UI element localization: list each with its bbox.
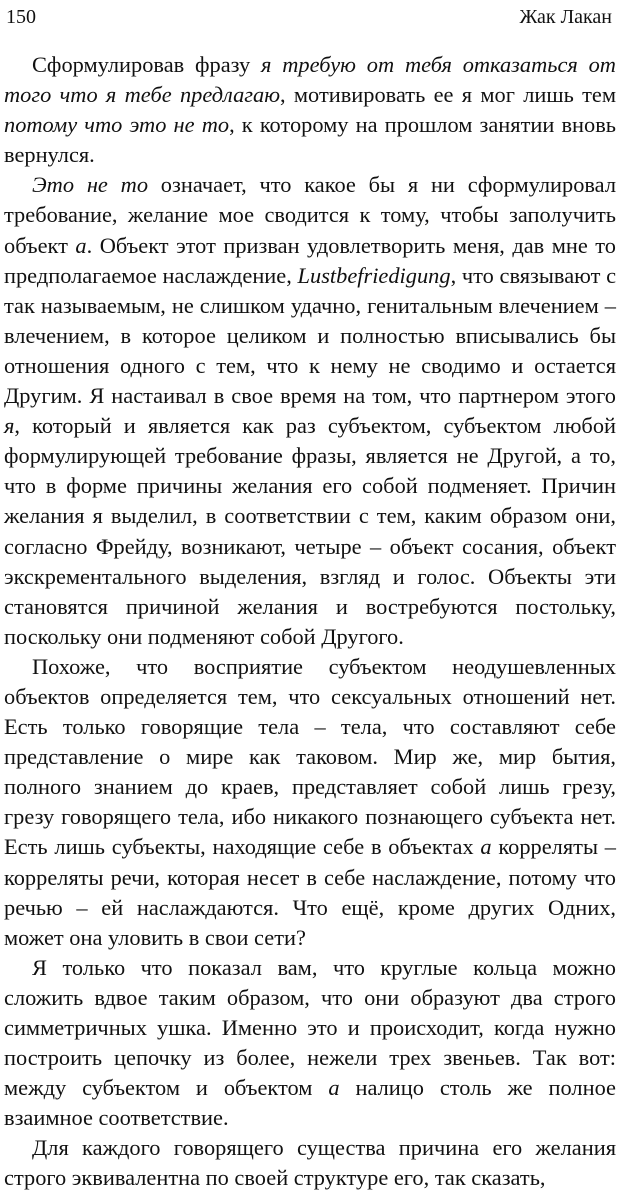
body-text	[4, 50, 616, 1194]
italic-text-run: а	[75, 232, 87, 258]
paragraph	[4, 652, 616, 953]
paragraph	[4, 50, 616, 170]
text-run: , мотивировать ее я мог лишь тем	[280, 82, 617, 108]
italic-text-run: я требую от тебя отказаться от того что я тебе предлагаю	[4, 52, 616, 108]
text-run: Похоже, что восприятие субъектом неодушевленных объектов определяется тем, что сексуальных отношений нет. Есть только говорящие тела – тела, что составляют себе представление о мире как таковом. Мир же, мир бытия, полного знанием до краев, представляет собой лишь грезу, грезу говорящего тела, ибо никакого познающего субъекта нет. Есть лишь субъекты, находящие себе в объектах	[4, 653, 616, 860]
paragraph	[4, 1133, 616, 1193]
paragraph	[4, 170, 616, 652]
paragraph	[4, 953, 616, 1134]
text-run: означает, что какое бы я ни сформулировал требование, желание мое сводится к тому, чтобы заполучить объект	[4, 172, 616, 258]
italic-text-run: Это не то	[32, 172, 149, 198]
text-run: . Объект этот призван удовлетворить меня, дав мне то предполагаемое наслаждение,	[4, 232, 616, 288]
text-run: , который и является как раз субъектом, субъектом любой формулирующей требование фразы, является не Другой, а то, что в форме причины желания его собой подменяет. Причин желания я выделил, в соответствии с тем, каким образом они, согласно Фрейду, возникают, четыре – объект сосания, объект экскрементального выделения, взгляд и голос. Объекты эти становятся причиной желания и востребуются постольку, поскольку они подменяют собой Другого.	[4, 413, 616, 649]
page-header	[6, 0, 612, 34]
text-run: налицо столь же полное взаимное соответствие.	[4, 1075, 616, 1131]
italic-text-run: а	[328, 1075, 340, 1101]
italic-text-run: Lustbefriedigung	[297, 262, 451, 288]
italic-text-run: а	[480, 834, 492, 860]
text-run: Для каждого говорящего существа причина его желания строго эквивалентна по своей структуре его, так сказать,	[4, 1135, 616, 1191]
text-run: корреляты – корреляты речи, которая несет в себе наслаждение, потому что речью – ей наслаждаются. Что ещё, кроме других Одних, может она уловить в свои сети?	[4, 834, 616, 950]
text-run: , к которому на прошлом занятии вновь вернулся.	[4, 112, 617, 168]
text-run: Я только что показал вам, что круглые кольца можно сложить вдвое таким образом, что они образуют два строго симметричных ушка. Именно это и происходит, когда нужно построить цепочку из более, нежели трех звеньев. Так вот: между субъектом и объектом	[4, 954, 616, 1101]
italic-text-run: я	[4, 413, 15, 439]
page-number: 150	[6, 6, 36, 28]
text-run: , что связывают с так называемым, не слишком удачно, генитальным влечением – влечением, в которое целиком и полностью вписывались бы отношения одного с тем, что к нему не сводимо и остается Другим. Я настаивал в свое время на том, что партнером этого	[4, 262, 617, 409]
running-head-author: Жак Лакан	[519, 6, 612, 28]
italic-text-run: потому что это не то	[4, 112, 230, 138]
text-run: Сформулировав фразу	[32, 52, 262, 77]
